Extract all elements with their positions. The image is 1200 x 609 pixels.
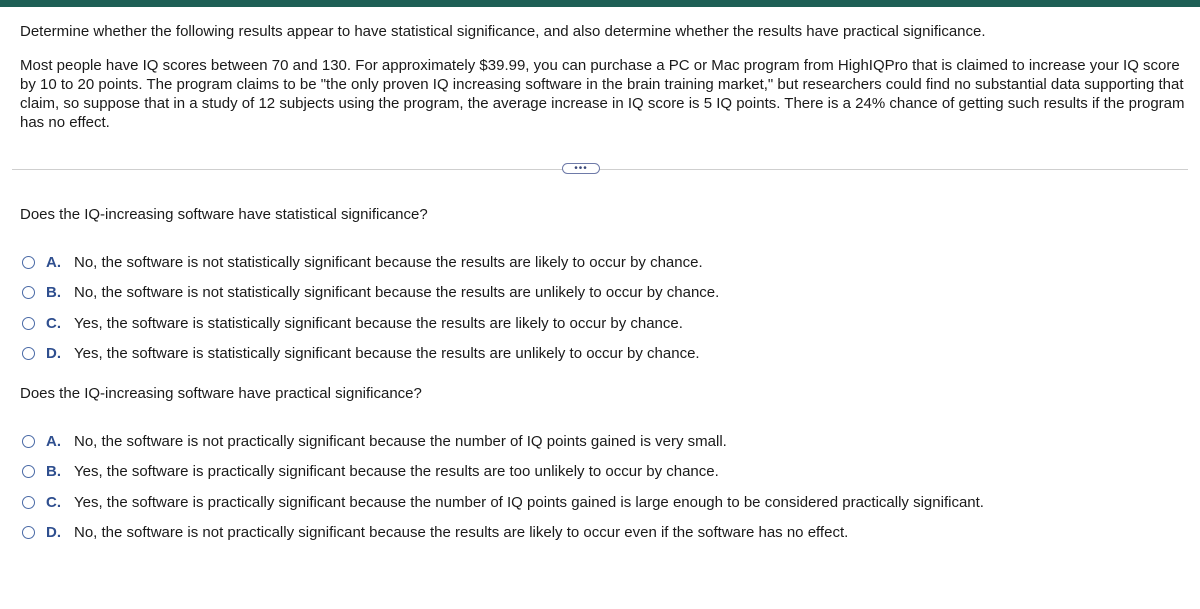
q2-option-c[interactable] (22, 491, 984, 513)
radio-button-icon[interactable] (22, 526, 35, 539)
radio-button-icon[interactable] (22, 286, 35, 299)
question-1-prompt: Does the IQ-increasing software have statistical significance? (20, 206, 428, 223)
problem-text: Most people have IQ scores between 70 and 130. For approximately $39.99, you can purchase a PC or Mac program from HighIQPro that is claimed to increase your IQ score by 10 to 20 points. The program claims to be "the only proven IQ increasing software in the brain training market," but researchers could find no substantial data supporting that claim, so suppose that in a study of 12 subjects using the program, the average increase in IQ score is 5 IQ points. There is a 24% chance of getting such results if the program has no effect. (20, 57, 1185, 131)
option-text: Yes, the software is statistically significant because the results are unlikely to occur by chance. (74, 344, 700, 362)
q1-option-b[interactable] (22, 281, 719, 303)
option-letter: A. (46, 432, 61, 450)
option-text: No, the software is not statistically significant because the results are likely to occur by chance. (74, 253, 703, 271)
option-text: Yes, the software is practically significant because the number of IQ points gained is large enough to be considered practically significant. (74, 493, 984, 511)
option-text: No, the software is not practically significant because the number of IQ points gained is very small. (74, 432, 727, 450)
radio-button-icon[interactable] (22, 317, 35, 330)
radio-button-icon[interactable] (22, 256, 35, 269)
option-text: No, the software is not practically significant because the results are likely to occur even if the software has no effect. (74, 523, 849, 541)
option-letter: B. (46, 462, 61, 480)
q2-option-d[interactable] (22, 521, 848, 543)
q1-option-d[interactable] (22, 342, 700, 364)
option-letter: D. (46, 344, 61, 362)
radio-button-icon[interactable] (22, 347, 35, 360)
expand-more-button[interactable]: ••• (562, 163, 600, 174)
question-2-prompt: Does the IQ-increasing software have practical significance? (20, 385, 422, 402)
section-divider (12, 169, 1188, 170)
radio-button-icon[interactable] (22, 435, 35, 448)
radio-button-icon[interactable] (22, 496, 35, 509)
option-text: Yes, the software is statistically significant because the results are likely to occur by chance. (74, 314, 683, 332)
option-text: Yes, the software is practically significant because the results are too unlikely to occur by chance. (74, 462, 719, 480)
option-letter: D. (46, 523, 61, 541)
top-accent-bar (0, 0, 1200, 7)
q2-option-a[interactable] (22, 430, 727, 452)
q1-option-c[interactable] (22, 312, 683, 334)
instruction-text: Determine whether the following results appear to have statistical significance, and also determine whether the results have practical significance. (20, 23, 986, 40)
option-text: No, the software is not statistically significant because the results are unlikely to occur by chance. (74, 283, 720, 301)
option-letter: A. (46, 253, 61, 271)
radio-button-icon[interactable] (22, 465, 35, 478)
q2-option-b[interactable] (22, 460, 719, 482)
q1-option-a[interactable] (22, 251, 703, 273)
option-letter: B. (46, 283, 61, 301)
option-letter: C. (46, 314, 61, 332)
option-letter: C. (46, 493, 61, 511)
